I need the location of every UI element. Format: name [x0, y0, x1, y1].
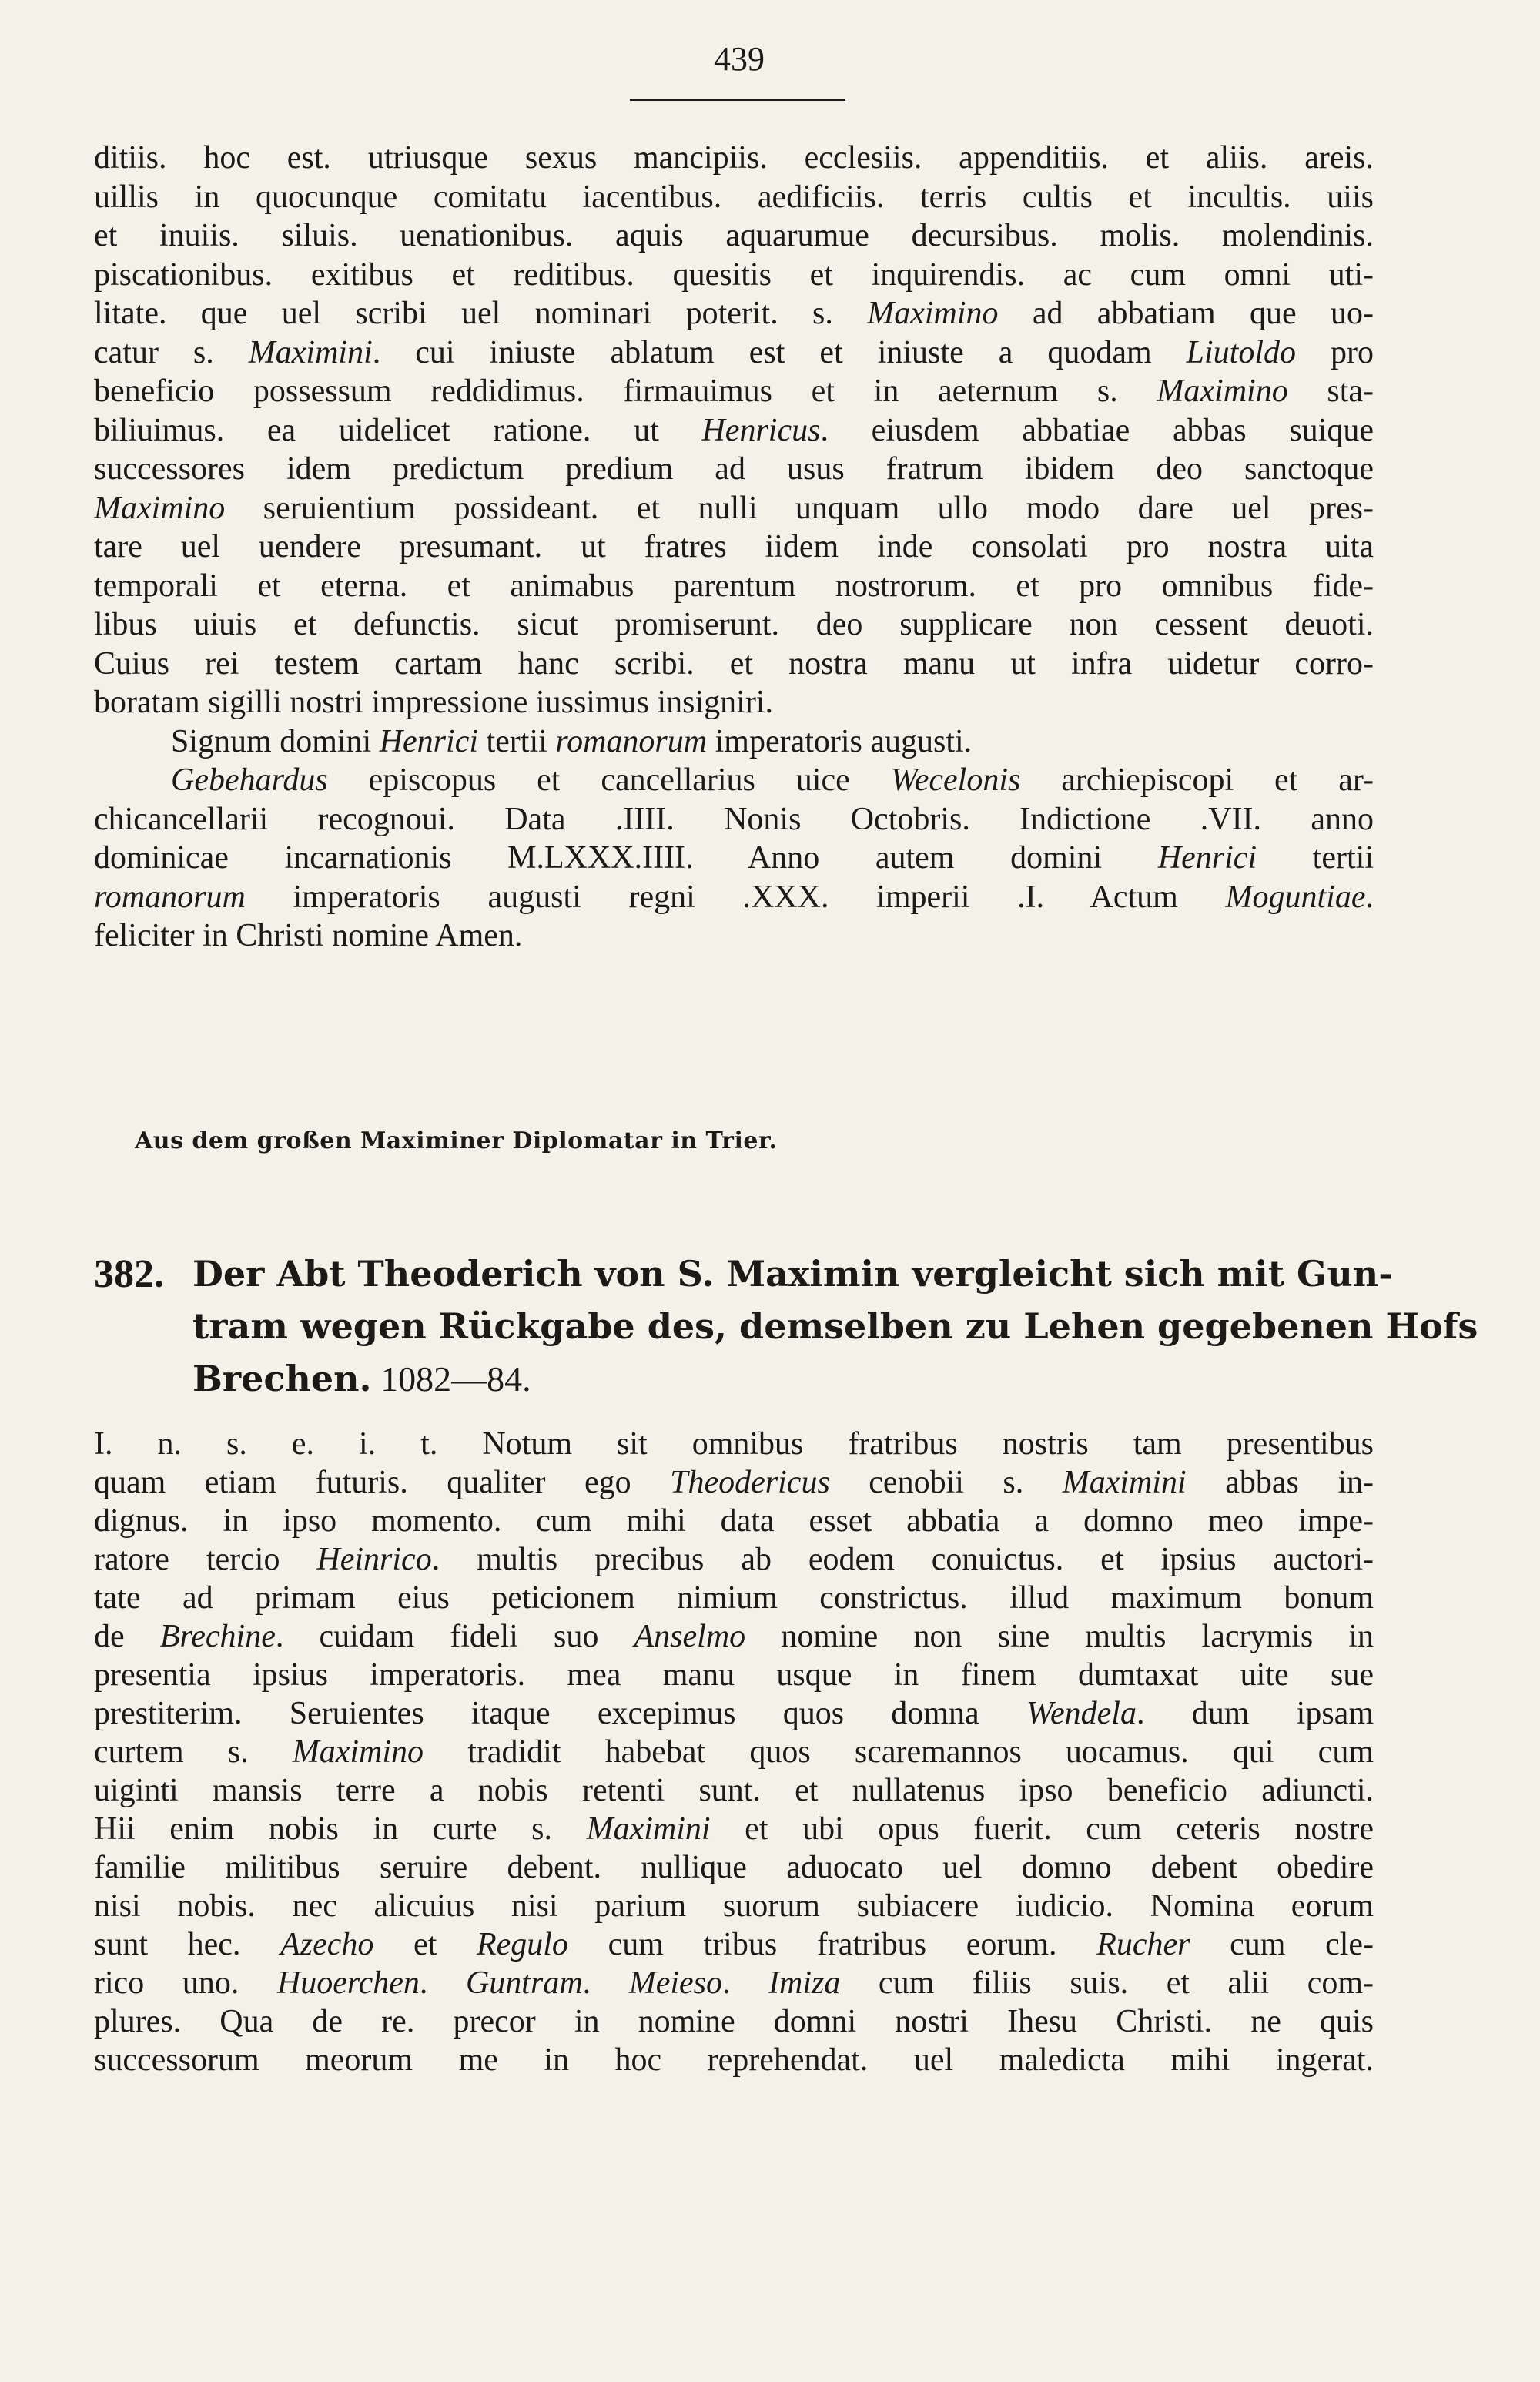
italic-name: Moguntiae: [1225, 879, 1366, 915]
italic-name: Maximini: [1062, 1465, 1187, 1500]
text-line: [94, 1617, 1374, 1656]
text-run: .: [722, 1965, 769, 2001]
italic-name: Henrici: [379, 723, 478, 759]
text-run: de: [94, 1619, 160, 1654]
text-run: pro: [1296, 334, 1374, 370]
text-run: et: [373, 1927, 477, 1962]
italic-name: Wendela: [1026, 1696, 1137, 1731]
text-run: sta-: [1287, 374, 1374, 409]
text-run: imperatoris augusti.: [707, 723, 973, 759]
italic-name: romanorum: [555, 723, 708, 759]
text-run: . multis precibus ab eodem conuictus. et ipsius auctori-: [431, 1542, 1374, 1577]
text-run: nomine non sine multis lacrymis in: [745, 1619, 1374, 1654]
text-run: plures. Qua de re. precor in nomine domni nostri Ihesu Christi. ne quis: [94, 2004, 1374, 2039]
text-line: [94, 528, 1374, 567]
text-line: [94, 1848, 1374, 1887]
italic-name: Rucher: [1096, 1927, 1190, 1962]
text-run: dignus. in ipso momento. cum mihi data esset abbatia a domno meo impe-: [94, 1503, 1374, 1539]
text-run: cum filiis suis. et alii com-: [840, 1965, 1374, 2001]
text-line: [94, 1771, 1374, 1810]
italic-name: Henrici: [1157, 840, 1257, 876]
text-run: tradidit habebat quos scaremannos uocamus. qui cum: [424, 1734, 1374, 1770]
text-line: [94, 1810, 1374, 1848]
italic-name: Maximini: [586, 1811, 711, 1847]
italic-name: Regulo: [476, 1927, 568, 1962]
text-line: [94, 411, 1374, 451]
text-run: Cuius rei testem cartam hanc scribi. et nostra manu ut infra uidetur corro-: [94, 645, 1374, 682]
italic-name: Theodericus: [670, 1465, 830, 1500]
text-line: [94, 1463, 1374, 1502]
italic-name: Maximino: [1157, 374, 1288, 409]
text-line: [94, 605, 1374, 645]
text-run: ditiis. hoc est. utriusque sexus mancipiis. ecclesiis. appenditiis. et aliis. areis.: [94, 140, 1374, 176]
text-run: quam etiam futuris. qualiter ego: [94, 1465, 671, 1500]
text-line: [94, 333, 1374, 373]
italic-name: Heinrico: [316, 1542, 432, 1577]
text-line: [94, 2002, 1374, 2041]
heading-line: [192, 1352, 1374, 1405]
text-line: [94, 489, 1374, 528]
text-run: chicancellarii recognoui. Data .IIII. Nonis Octobris. Indictione .VII. anno: [94, 801, 1374, 837]
text-run: cum tribus fratribus eorum.: [567, 1927, 1097, 1962]
text-line: [94, 878, 1374, 917]
heading-last-word: Brechen.: [192, 1358, 372, 1399]
text-run: catur s.: [94, 334, 249, 370]
text-run: Hii enim nobis in curte s.: [94, 1811, 587, 1847]
italic-name: Huoerchen: [276, 1965, 420, 2001]
italic-name: Maximini: [248, 334, 373, 370]
italic-name: Maximino: [867, 296, 999, 331]
text-line: [94, 256, 1374, 295]
text-run: rico uno.: [94, 1965, 277, 2001]
text-run: tare uel uendere presumant. ut fratres iidem inde consolati pro nostra uita: [94, 529, 1374, 565]
source-note: Aus dem großen Maximiner Diplomatar in Trier.: [135, 1127, 778, 1154]
italic-name: Imiza: [768, 1965, 841, 2001]
text-line: [94, 1502, 1374, 1540]
text-run: . dum ipsam: [1136, 1696, 1374, 1731]
page-number-rule: [630, 99, 845, 101]
text-run: libus uiuis et defunctis. sicut promiserunt. deo supplicare non cessent deuoti.: [94, 607, 1374, 642]
charter-text-382: [94, 1425, 1374, 2079]
text-run: boratam sigilli nostri impressione iussimus insigniri.: [94, 685, 773, 720]
text-line: [94, 761, 1374, 800]
text-run: nisi nobis. nec alicuius nisi parium suorum subiacere iudicio. Nomina eorum: [94, 1888, 1374, 1924]
text-line: [94, 294, 1374, 333]
text-run: temporali et eterna. et animabus parentum nostrorum. et pro omnibus fide-: [94, 568, 1374, 604]
text-line: [94, 139, 1374, 178]
text-run: archiepiscopi et ar-: [1020, 762, 1374, 798]
italic-name: Liutoldo: [1186, 334, 1296, 370]
text-line: [94, 1579, 1374, 1617]
text-run: et ubi opus fuerit. cum ceteris nostre: [710, 1811, 1374, 1847]
heading-line: Der Abt Theoderich von S. Maximin vergleicht sich mit Gun-: [192, 1253, 1394, 1295]
text-line: [94, 1656, 1374, 1694]
italic-name: Guntram: [465, 1965, 583, 2001]
text-run: uiginti mansis terre a nobis retenti sunt. et nullatenus ipso beneficio adiuncti.: [94, 1773, 1374, 1808]
text-run: feliciter in Christi nomine Amen.: [94, 918, 523, 953]
text-line: [94, 1425, 1374, 1463]
italic-name: Wecelonis: [890, 762, 1021, 798]
text-run: I. n. s. e. i. t. Notum sit omnibus fratribus nostris tam presentibus: [94, 1426, 1374, 1462]
text-run: Signum domini: [171, 723, 380, 759]
text-run: ad abbatiam que uo-: [998, 296, 1374, 331]
text-run: cenobii s.: [829, 1465, 1063, 1500]
text-run: piscationibus. exitibus et reditibus. quesitis et inquirendis. ac cum omni uti-: [94, 256, 1374, 293]
text-line: [94, 1733, 1374, 1771]
text-line: [94, 645, 1374, 684]
text-run: successores idem predictum predium ad usus fratrum ibidem deo sanctoque: [94, 451, 1374, 487]
text-run: tertii: [478, 723, 556, 759]
text-line: [94, 372, 1374, 411]
text-run: .: [1365, 879, 1374, 915]
text-run: episcopus et cancellarius uice: [327, 762, 891, 798]
text-line: [94, 722, 1374, 762]
italic-name: Maximino: [292, 1734, 424, 1770]
text-run: cum cle-: [1190, 1927, 1374, 1962]
text-run: familie militibus seruire debent. nullique aduocato uel domno debent obedire: [94, 1850, 1374, 1885]
italic-name: Meieso: [628, 1965, 722, 2001]
text-run: beneficio possessum reddidimus. firmauimus et in aeternum s.: [94, 374, 1157, 409]
text-run: uillis in quocunque comitatu iacentibus. aedificiis. terris cultis et incultis. uiis: [94, 179, 1374, 215]
charter-text-continued: [94, 139, 1374, 956]
text-run: tertii: [1257, 840, 1374, 876]
text-run: successorum meorum me in hoc reprehendat. uel maledicta mihi ingerat.: [94, 2042, 1374, 2078]
text-run: tate ad primam eius peticionem nimium constrictus. illud maximum bonum: [94, 1580, 1374, 1616]
text-run: biliuimus. ea uidelicet ratione. ut: [94, 412, 702, 448]
text-run: .: [582, 1965, 629, 2001]
text-line: [94, 1540, 1374, 1579]
text-run: sunt hec.: [94, 1927, 281, 1962]
text-run: abbas in-: [1186, 1465, 1374, 1500]
heading-line: tram wegen Rückgabe des, demselben zu Lehen gegebenen Hofs: [192, 1305, 1478, 1347]
text-run: litate. que uel scribi uel nominari poterit. s.: [94, 296, 868, 331]
italic-name: Henricus: [701, 412, 821, 448]
document-heading: [192, 1248, 1478, 1405]
text-run: seruientium possideant. et nulli unquam ullo modo dare uel pres-: [225, 490, 1374, 526]
text-run: . eiusdem abbatiae abbas suique: [820, 412, 1374, 448]
text-line: [94, 839, 1374, 878]
text-run: .: [419, 1965, 466, 2001]
text-line: [94, 1694, 1374, 1733]
text-line: [94, 567, 1374, 606]
italic-name: Anselmo: [634, 1619, 746, 1654]
italic-name: Gebehardus: [171, 762, 328, 798]
text-run: . cui iniuste ablatum est et iniuste a quodam: [372, 334, 1187, 370]
text-line: [94, 178, 1374, 217]
text-run: imperatoris augusti regni .XXX. imperii .I. Actum: [245, 879, 1226, 915]
text-run: prestiterim. Seruientes itaque excepimus quos domna: [94, 1696, 1026, 1731]
text-line: [94, 450, 1374, 489]
text-run: ratore tercio: [94, 1542, 317, 1577]
text-run: dominicae incarnationis M.LXXX.IIII. Anno autem domini: [94, 840, 1158, 876]
text-run: . cuidam fideli suo: [275, 1619, 634, 1654]
italic-name: romanorum: [94, 879, 246, 915]
text-line: [94, 216, 1374, 256]
text-line: [94, 2041, 1374, 2079]
text-line: [94, 1964, 1374, 2002]
italic-name: Brechine: [159, 1619, 276, 1654]
italic-name: Maximino: [94, 490, 226, 526]
text-line: [94, 683, 1374, 722]
text-run: presentia ipsius imperatoris. mea manu usque in finem dumtaxat uite sue: [94, 1657, 1374, 1693]
text-line: [94, 1925, 1374, 1964]
text-run: curtem s.: [94, 1734, 293, 1770]
heading-date: 1082—84.: [371, 1359, 531, 1399]
text-line: [94, 1887, 1374, 1925]
text-run: et inuiis. siluis. uenationibus. aquis aquarumue decursibus. molis. molendinis.: [94, 218, 1374, 253]
text-line: [94, 916, 1374, 956]
document-number: 382.: [94, 1252, 164, 1296]
text-line: [94, 800, 1374, 839]
italic-name: Azecho: [280, 1927, 374, 1962]
page-number: 439: [714, 40, 765, 78]
